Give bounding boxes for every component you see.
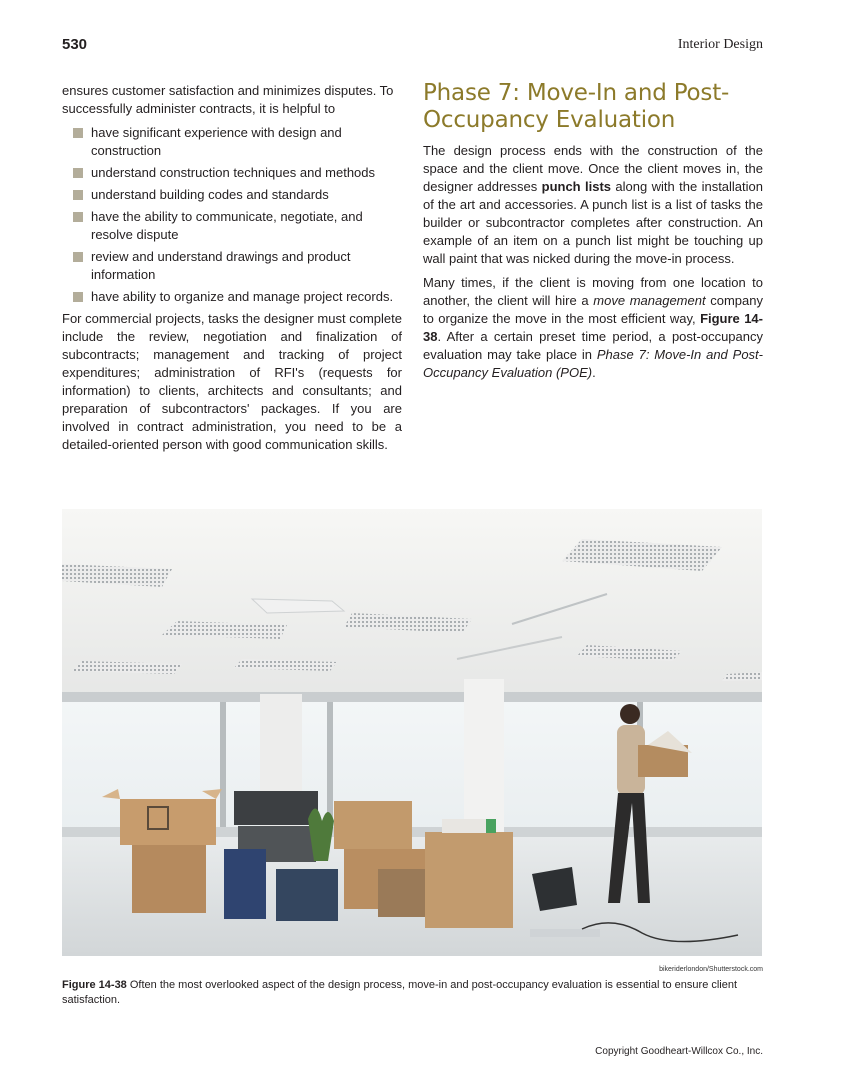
running-title: Interior Design [677, 37, 763, 52]
figure-caption: Figure 14-38 Often the most overlooked aspect of the design process, move-in and post-occupancy evaluation is essential to ensure client satisfaction. [62, 979, 738, 1006]
photo-credit: bikeriderlondon/Shutterstock.com [659, 966, 763, 973]
intro-paragraph: ensures customer satisfaction and minimizes disputes. To successfully administer contracts, it is helpful to [62, 83, 394, 116]
list-item: review and understand drawings and product information [73, 248, 402, 284]
figure-reference: Figure 14-38 [423, 311, 763, 344]
square-bullet-icon [73, 212, 83, 222]
copyright-footer: Copyright Goodheart-Willcox Co., Inc. [595, 1046, 763, 1057]
list-item: have the ability to communicate, negotiate, and resolve dispute [73, 208, 402, 244]
square-bullet-icon [73, 168, 83, 178]
term-punch-lists: punch lists [541, 179, 612, 194]
list-item: understand construction techniques and methods [73, 164, 402, 182]
list-item: have ability to organize and manage project records. [73, 288, 402, 306]
office-move-photo [62, 509, 762, 956]
list-item: understand building codes and standards [73, 186, 402, 204]
punch-list-paragraph: The design process ends with the construction of the space and the client move. Once the client moves in, the designer addresses punch lists along with the installation of the art and accessories. A punch list is a list of tasks the builder or subcontractor completes after construction. An example of an item on a punch list might be touching up wall paint that was nicked during the move-in process. [423, 143, 764, 266]
list-item: have significant experience with design and construction [73, 124, 402, 160]
square-bullet-icon [73, 292, 83, 302]
page-number: 530 [62, 36, 88, 53]
square-bullet-icon [73, 190, 83, 200]
left-column [62, 82, 402, 460]
commercial-projects-paragraph: For commercial projects, tasks the designer must complete include the review, negotiation and finalization of subcontracts; management and tracking of project expenditures; administration of RFI's (requests for information) to clients, architects and consultants; and preparation of subcontractors' packages. If you are involved in contract administration, you need to be a detailed-oriented person with good communication skills. [62, 311, 402, 452]
column-left [260, 694, 302, 849]
figure-label: Figure 14-38 [62, 979, 127, 991]
move-management-paragraph: Many times, if the client is moving from one location to another, the client will hire a move management company to organize the move in the most efficient way, Figure 14-38. After a certain preset time period, a post-occupancy evaluation may take place in Phase 7: Move-In and Post-Occupancy Evaluation (POE). [423, 275, 763, 380]
section-heading: Phase 7: Move-In and Post-Occupancy Evaluation [423, 80, 730, 133]
skills-list [73, 124, 402, 306]
right-column [423, 80, 763, 388]
square-bullet-icon [73, 252, 83, 262]
square-bullet-icon [73, 128, 83, 138]
